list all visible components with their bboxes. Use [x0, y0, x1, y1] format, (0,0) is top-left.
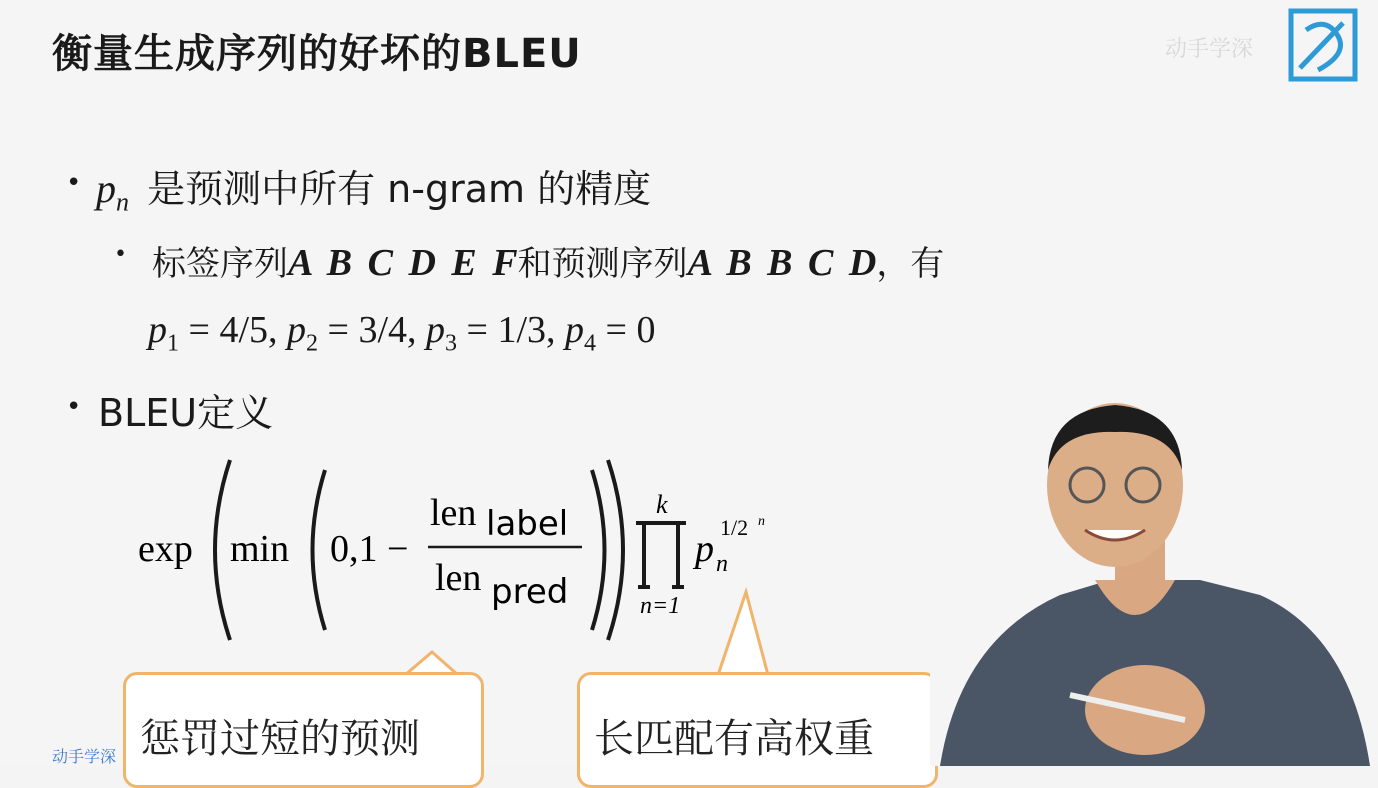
- paren-left-outer: [215, 460, 230, 640]
- prod-lower: n=1: [640, 593, 681, 619]
- bullet-1: [96, 158, 651, 218]
- formula-p: p: [695, 528, 714, 570]
- mid-text: 和预测序列: [517, 244, 688, 284]
- callout-right: [577, 672, 938, 788]
- formula-min: min: [230, 528, 290, 570]
- precision-p4: $p_4 = 0$: [565, 309, 656, 357]
- precision-p3: $p_3 = 1/3$,: [426, 309, 556, 357]
- callout-right-text: 长匹配有高权重: [594, 716, 874, 762]
- presenter-image: [930, 390, 1378, 766]
- callout-left-text: 惩罚过短的预测: [140, 716, 420, 762]
- formula-exp: exp: [138, 528, 193, 570]
- paren-right-inner: [592, 470, 605, 630]
- formula-args: 0,1 −: [330, 528, 409, 570]
- slide-title: 衡量生成序列的好坏的BLEU: [52, 31, 582, 77]
- precision-p1: $p_1 = 4/5$,: [148, 309, 278, 357]
- formula-num-base: len: [430, 492, 477, 534]
- watermark-text: 动手学深: [1165, 37, 1254, 62]
- footer-text: 动手学深: [52, 747, 117, 766]
- bleu-formula: [130, 455, 830, 645]
- formula-p-exp: 1/2: [720, 515, 749, 540]
- formula-num-sub: label: [486, 504, 569, 544]
- bilibili-logo-icon: [1288, 8, 1358, 82]
- precision-line: [148, 308, 655, 358]
- formula-p-sub: n: [716, 551, 728, 577]
- suffix-text: ，有: [876, 244, 945, 284]
- product-icon: [636, 523, 686, 587]
- prod-upper: k: [656, 490, 668, 519]
- callout-left: [123, 672, 484, 788]
- paren-right-outer: [608, 460, 623, 640]
- formula-den-base: len: [435, 557, 482, 599]
- pred-seq: A B B C D: [687, 242, 877, 284]
- label-prefix: 标签序列: [152, 244, 288, 284]
- bullet-dot: •: [66, 168, 82, 198]
- bullet-dot-2: •: [66, 392, 82, 422]
- sub-bullet-dot: •: [114, 242, 127, 267]
- p-symbol: p: [96, 166, 116, 211]
- bullet-1-text: 是预测中所有 n-gram 的精度: [147, 167, 652, 211]
- p-subscript: n: [116, 187, 129, 217]
- bullet-2: BLEU定义: [98, 391, 274, 435]
- formula-p-exp-n: n: [758, 514, 765, 529]
- formula-den-sub: pred: [491, 572, 569, 612]
- paren-left-inner: [313, 470, 326, 630]
- sub-bullet: [152, 236, 944, 285]
- precision-p2: $p_2 = 3/4$,: [287, 309, 417, 357]
- label-seq: A B C D E F: [288, 242, 518, 284]
